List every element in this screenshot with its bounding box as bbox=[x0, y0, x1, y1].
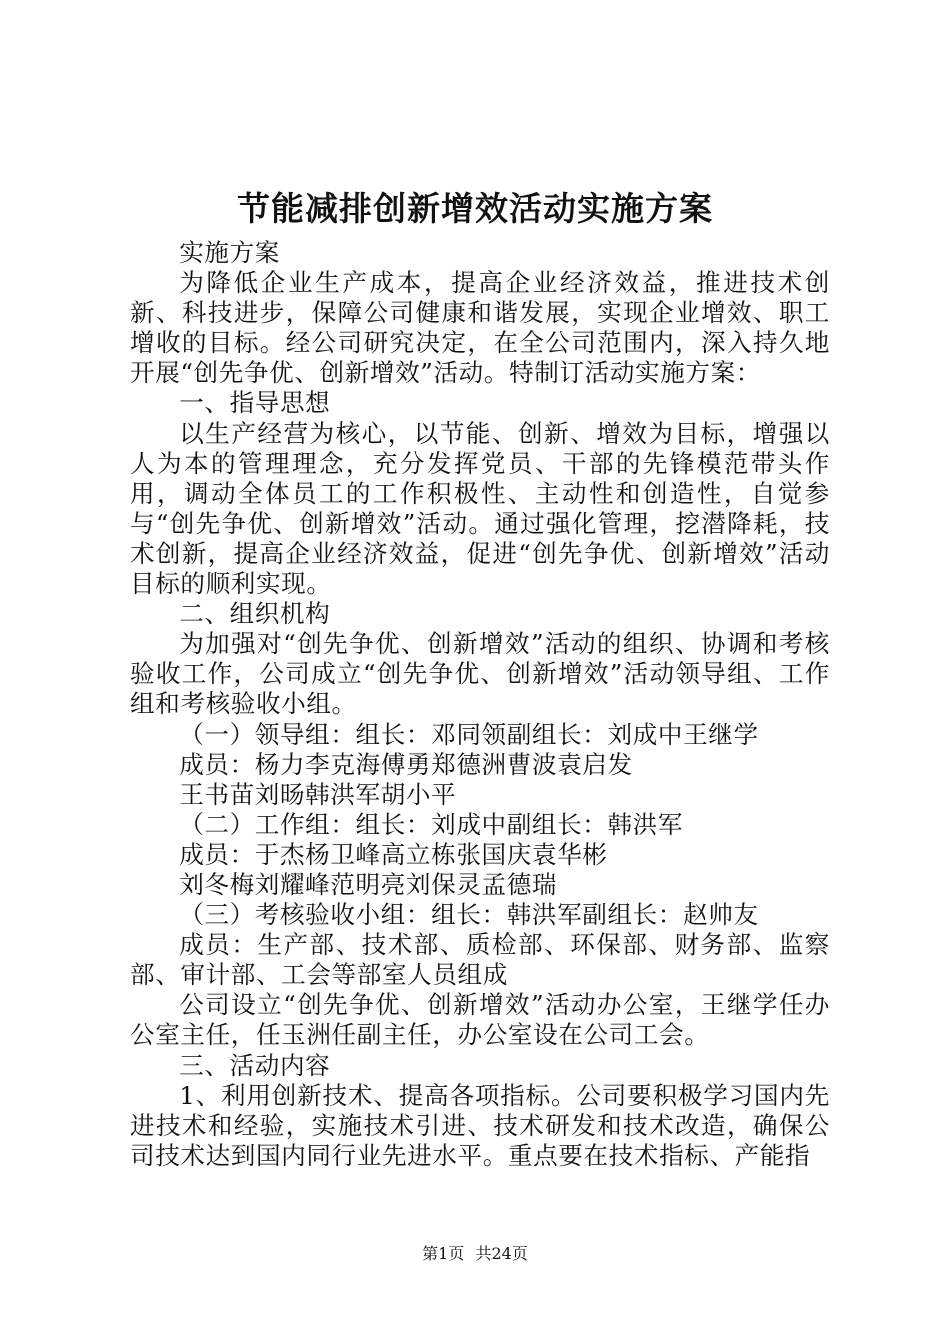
page-footer bbox=[0, 1244, 950, 1264]
page-number: 第1页 bbox=[422, 1244, 465, 1263]
inspection-group-line: （三）考核验收小组：组长：韩洪军副组长：赵帅友 bbox=[179, 900, 759, 930]
working-members-continued: 刘冬梅刘耀峰范明亮刘保灵孟德瑞 bbox=[179, 869, 558, 899]
office-paragraph: 公司设立“创先争优、创新增效”活动办公室，王继学任办公室主任，任玉洲任副主任，办公室设在公司工会。 bbox=[130, 990, 830, 1050]
paragraph-heading-plan: 实施方案 bbox=[179, 238, 280, 267]
page-total: 共24页 bbox=[475, 1244, 528, 1263]
leadership-members-line: 成员：杨力李克海傅勇郑德洲曹波袁启发 bbox=[179, 749, 633, 779]
section-heading-activities: 三、活动内容 bbox=[179, 1050, 331, 1080]
working-members-line: 成员：于杰杨卫峰高立栋张国庆袁华彬 bbox=[179, 839, 608, 869]
leadership-members-continued: 王书苗刘旸韩洪军胡小平 bbox=[179, 779, 457, 809]
document-title: 节能减排创新增效活动实施方案 bbox=[237, 189, 713, 228]
inspection-members-line: 成员：生产部、技术部、质检部、环保部、财务部、监察部、审计部、工会等部室人员组成 bbox=[130, 930, 830, 990]
paragraph-intro: 为降低企业生产成本，提高企业经济效益，推进技术创新、科技进步，保障公司健康和谐发展，实现企业增效、职工增收的目标。经公司研究决定，在全公司范围内，深入持久地开展“创先争优、创新增效”活动。特制订活动实施方案： bbox=[130, 268, 830, 388]
paragraph-organization: 为加强对“创先争优、创新增效”活动的组织、协调和考核验收工作，公司成立“创先争优、创新增效”活动领导组、工作组和考核验收小组。 bbox=[130, 629, 830, 719]
section-heading-organization: 二、组织机构 bbox=[179, 599, 331, 629]
activity-item-1: 1、利用创新技术、提高各项指标。公司要积极学习国内先进技术和经验，实施技术引进、技术研发和技术改造，确保公司技术达到国内同行业先进水平。重点要在技术指标、产能指 bbox=[130, 1080, 830, 1170]
working-group-line: （二）工作组：组长：刘成中副组长：韩洪军 bbox=[179, 809, 684, 839]
leadership-group-line: （一）领导组：组长：邓同领副组长：刘成中王继学 bbox=[179, 719, 759, 749]
document-body bbox=[130, 238, 830, 1171]
section-heading-guiding-thought: 一、指导思想 bbox=[179, 388, 331, 418]
paragraph-guiding-thought: 以生产经营为核心，以节能、创新、增效为目标，增强以人为本的管理理念，充分发挥党员、干部的先锋模范带头作用，调动全体员工的工作积极性、主动性和创造性，自觉参与“创先争优、创新增效”活动。通过强化管理，挖潜降耗，技术创新，提高企业经济效益，促进“创先争优、创新增效”活动目标的顺利实现。 bbox=[130, 418, 830, 599]
